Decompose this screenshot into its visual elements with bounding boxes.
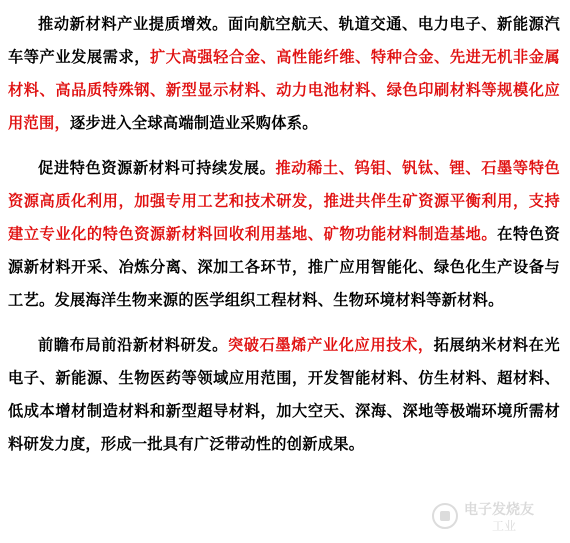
watermark-brand: 电子发烧友 [464,502,534,518]
paragraph-3-tail: 拓展纳米材料在光电子、新能源、生物医药等领域应用范围，开发智能材料、仿生材料、超材料、低成本增材制造材料和新型超导材料，加大空天、深海、深地等极端环境所需材料研发力度，形成一批具有广泛带动性的创新成果。 [8,336,560,453]
paragraph-2-highlight: 推动稀土、钨钼、钒钛、锂、石墨等特色资源高质化利用，加强专用工艺和技术研发，推进共伴生矿资源平衡利用，支持建立专业化的特色资源新材料回收利用基地、矿物功能材料制造基地。 [8,159,561,243]
paragraph-1 [8,8,560,140]
paragraph-2-tail: 在特色资源新材料开采、冶炼分离、深加工各环节，推广应用智能化、绿色化生产设备与工艺。发展海洋生物来源的医学组织工程材料、生物环境材料等新材料。 [8,225,560,309]
watermark-sub: 工业 [492,519,517,533]
paragraph-3 [8,329,560,461]
paragraph-1-lead: 推动新材料产业提质增效。面向航空航天、轨道交通、电力电子、新能源汽车等产业发展需求， [8,15,560,66]
paragraph-1-tail: 逐步进入全球高端制造业采购体系。 [69,114,318,132]
paragraph-2 [8,152,560,317]
paragraph-1-highlight: 扩大高强轻合金、高性能纤维、特种合金、先进无机非金属材料、高品质特殊钢、新型显示材料、动力电池材料、绿色印刷材料等规模化应用范围， [8,48,560,132]
paragraph-3-highlight: 突破石墨烯产业化应用技术， [227,336,434,354]
paragraph-3-lead: 前瞻布局前沿新材料研发。 [38,336,228,354]
paragraph-2-lead: 促进特色资源新材料可持续发展。 [38,159,276,177]
